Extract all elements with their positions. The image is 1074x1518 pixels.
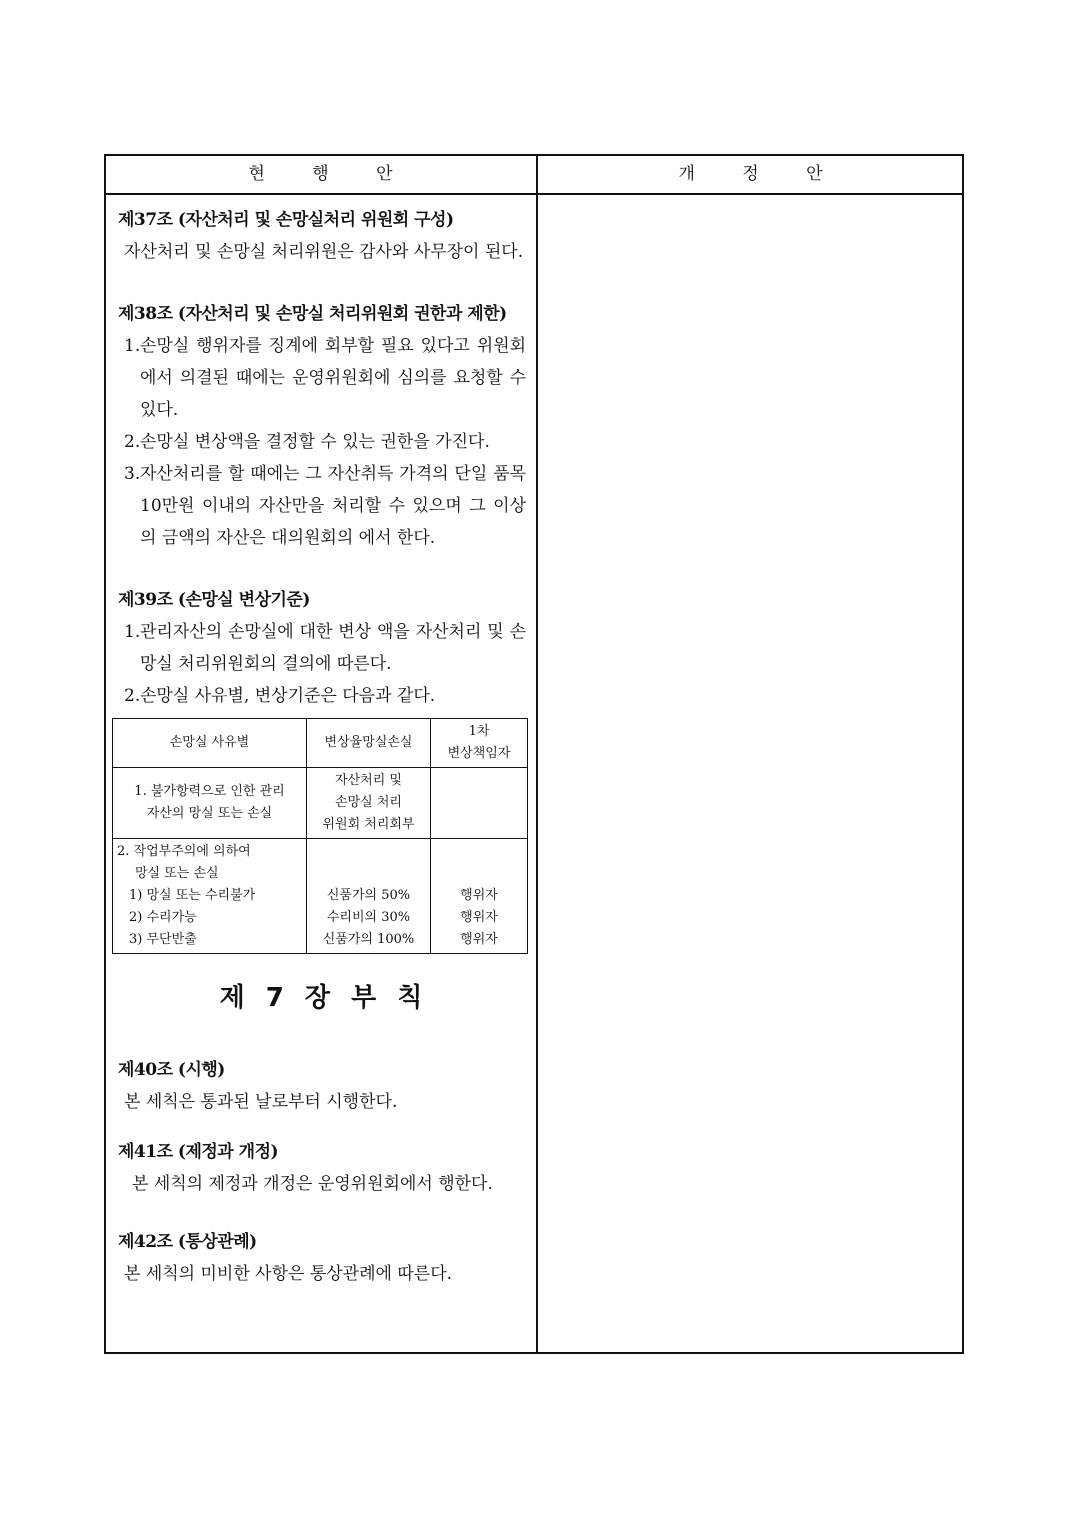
list-item — [118, 330, 526, 426]
current-column-content — [118, 204, 526, 1290]
article-40-title: 제40조 (시행) — [118, 1060, 225, 1080]
table-cell-rate: 자산처리 및 손망실 처리 위원회 처리회부 — [307, 768, 431, 839]
header-cell-rate: 변상율망실손실 — [307, 719, 431, 768]
chapter-heading: 제 7 장 부 칙 — [219, 983, 425, 1013]
revised-column-header: 개 정 안 — [678, 164, 824, 184]
header-divider — [106, 193, 962, 195]
article-40-body: 본 세칙은 통과된 날로부터 시행한다. — [124, 1092, 398, 1112]
item-text: 손망실 사유별, 변상기준은 다음과 같다. — [140, 686, 436, 706]
item-number: 2. — [124, 432, 141, 452]
current-column-header: 현 행 안 — [248, 164, 394, 184]
comparison-table-frame — [104, 154, 964, 1354]
item-text: 자산처리를 할 때에는 그 자산취득 가격의 단일 품목 10만원 이내의 자산만을 처리할 수 있으며 그 이상의 금액의 자산은 대의원회의 에서 한다. — [140, 464, 526, 548]
item-number: 3. — [124, 464, 141, 484]
list-item — [118, 680, 526, 712]
table-cell-responsible — [431, 768, 528, 839]
article-39-title: 제39조 (손망실 변상기준) — [118, 590, 310, 610]
article-39-items — [118, 616, 526, 712]
item-text: 손망실 변상액을 결정할 수 있는 권한을 가진다. — [140, 432, 490, 452]
table-cell-reason: 2. 작업부주의에 의하여 망실 또는 손실 1) 망실 또는 수리불가 2) 수리가능 3) 무단반출 — [113, 839, 307, 954]
table-header-row — [113, 719, 528, 768]
article-38-title: 제38조 (자산처리 및 손망실 처리위원회 권한과 제한) — [118, 304, 507, 324]
item-text: 관리자산의 손망실에 대한 변상 액을 자산처리 및 손망실 처리위원회의 결의에 따른다. — [140, 622, 526, 674]
article-37-title: 제37조 (자산처리 및 손망실처리 위원회 구성) — [118, 210, 454, 230]
item-number: 2. — [124, 686, 141, 706]
table-cell-reason: 1. 불가항력으로 인한 관리 자산의 망실 또는 손실 — [113, 768, 307, 839]
compensation-standard-table — [112, 718, 528, 954]
table-cell-rate: 신품가의 50% 수리비의 30% 신품가의 100% — [307, 839, 431, 954]
table-cell-responsible: 행위자 행위자 행위자 — [431, 839, 528, 954]
item-text: 손망실 행위자를 징계에 회부할 필요 있다고 위원회에서 의결된 때에는 운영위원회에 심의를 요청할 수 있다. — [140, 336, 526, 420]
list-item — [118, 426, 526, 458]
list-item — [118, 616, 526, 680]
article-42-title: 제42조 (통상관례) — [118, 1232, 257, 1252]
table-row — [113, 839, 528, 954]
article-41-body: 본 세칙의 제정과 개정은 운영위원회에서 행한다. — [132, 1174, 493, 1194]
article-41-title: 제41조 (제정과 개정) — [118, 1142, 279, 1162]
article-38-items — [118, 330, 526, 554]
article-37-body: 자산처리 및 손망실 처리위원은 감사와 사무장이 된다. — [124, 242, 524, 262]
header-cell-responsible: 1차 변상책임자 — [431, 719, 528, 768]
item-number: 1. — [124, 622, 141, 642]
item-number: 1. — [124, 336, 141, 356]
header-cell-reason: 손망실 사유별 — [113, 719, 307, 768]
list-item — [118, 458, 526, 554]
column-divider — [536, 156, 538, 1352]
article-42-body: 본 세칙의 미비한 사항은 통상관례에 따른다. — [124, 1264, 453, 1284]
table-row — [113, 768, 528, 839]
